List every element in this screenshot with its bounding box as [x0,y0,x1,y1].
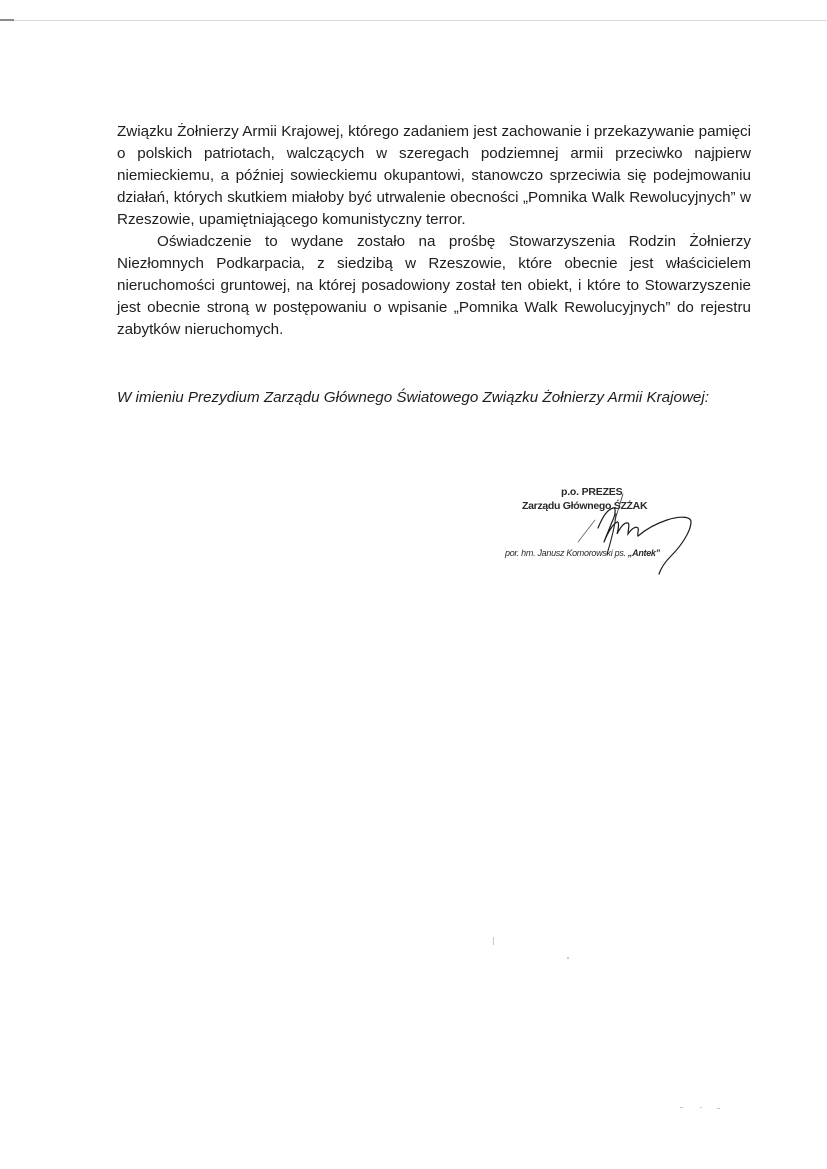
scan-artifact [567,957,569,959]
scan-artifact [700,1107,702,1108]
stamp-organization: Zarządu Głównego ŚZŻAK [522,500,648,512]
signature-stamp [495,486,705,576]
top-divider-mark [0,19,14,21]
top-divider-line [0,20,827,21]
scan-artifact [680,1107,683,1108]
scan-artifact [717,1108,720,1109]
paragraph-2: Oświadczenie to wydane zostało na prośbę Stowarzyszenia Rodzin Żołnierzy Niezłomnych Podkarpacia, z siedzibą w Rzeszowie, które obecnie jest właścicielem nieruchomości gruntowej, na której posadowiony został ten obiekt, i które to Stowarzyszenie jest obecnie stroną w postępowaniu o wpisanie „Pomnika Walk Rewolucyjnych” do rejestru zabytków nieruchomych. [117,233,751,338]
paragraph-1: Związku Żołnierzy Armii Krajowej, którego zadaniem jest zachowanie i przekazywanie pamięci o polskich patriotach, walczących w szeregach podziemnej armii przeciwko najpierw niemieckiemu, a później sowieckiemu okupantowi, stanowczo sprzeciwia się podejmowaniu działań, których skutkiem miałoby być utrwalenie obecności „Pomnika Walk Rewolucyjnych” w Rzeszowie, upamiętniającego komunistyczny terror. [117,123,751,228]
stamp-title: p.o. PREZES [561,486,623,498]
signatory-name: por. hm. Janusz Komorowski ps. [505,548,628,558]
handwritten-signature [495,486,705,581]
signatory-pseudonym: „Antek” [627,548,660,558]
scan-artifact [493,937,494,945]
letter-body [117,121,751,341]
closing-line: W imieniu Prezydium Zarządu Głównego Światowego Związku Żołnierzy Armii Krajowej: [117,389,709,406]
